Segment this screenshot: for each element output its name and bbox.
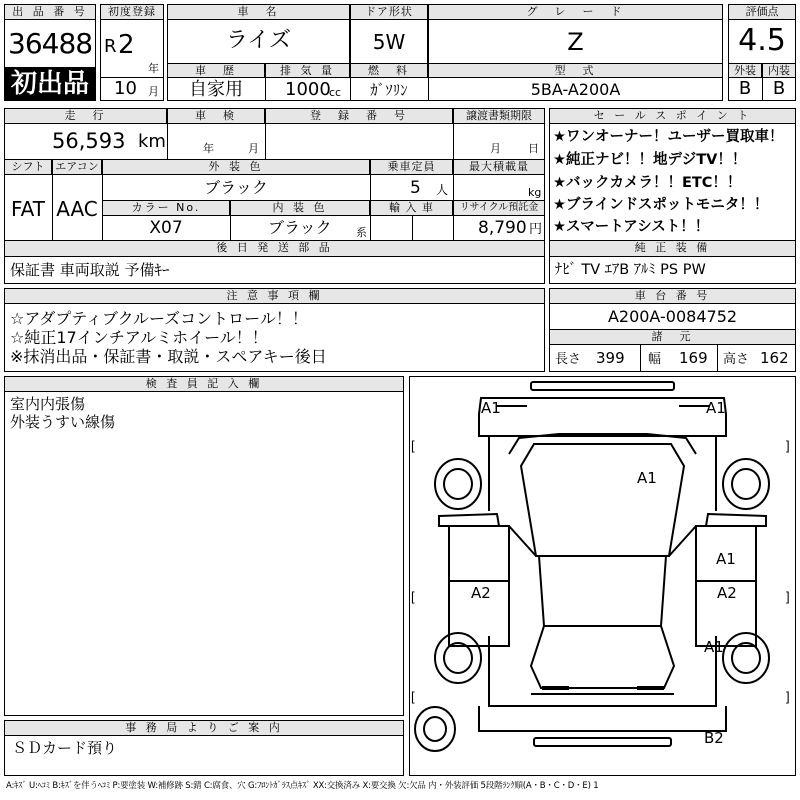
ac-label: エアコン [52,159,102,175]
inspector-line: 室内内張傷 [10,395,86,413]
svg-text:[: [ [411,689,415,704]
model-value: 5BA-A200A [530,80,621,99]
sales-points-label: セ ー ル ス ポ イ ン ト [549,108,796,124]
dimensions-label: 諸 元 [549,329,796,345]
equipment-value: ﾅﾋﾞ TV ｴｱB ｱﾙﾐ PS PW [555,262,706,278]
damage-mark: A1 [481,399,501,417]
registration-month: 10 [114,78,137,99]
car-name-label: 車 名 [167,4,350,20]
divider [230,200,231,241]
history-label: 車 歴 [167,63,265,78]
model-label: 型 式 [428,63,723,78]
lot-number: 36488 [8,27,93,60]
score-value: 4.5 [738,23,786,58]
shift-label: シフト [4,159,52,175]
sales-point-item: ★純正ナビ！！地デジTV！！ [553,152,747,168]
sales-point-item: ★バックカメラ！！ETC！！ [553,175,742,191]
lot-number-label: 出 品 番 号 [4,4,96,20]
sales-point-item: ★ブラインドスポットモニタ！！ [553,197,769,213]
car-name: ライズ [225,28,292,53]
length-value: 399 [596,349,625,367]
registration-number-label: 登 録 番 号 [265,108,453,124]
displacement-unit: cc [329,86,342,99]
interior-grade-label: 内装 [762,63,796,78]
later-parts-label: 後 日 発 送 部 品 [4,240,545,257]
recycle-value: 8,790 [478,218,527,238]
office-value: ＳＤカード預り [12,739,118,757]
damage-mark: A2 [471,584,491,602]
first-registration-label: 初度登録 [100,4,164,20]
divider [167,108,168,160]
height-label: 高さ [723,352,750,367]
svg-text:[: [ [411,438,415,453]
registration-era: R [104,36,117,57]
divider [265,108,266,160]
registration-year-unit: 年 [148,62,159,75]
divider [640,345,641,372]
door-label: ドア形状 [350,4,428,20]
notes-line: ※抹消出品・保証書・取説・スペアキー後日 [10,347,327,366]
color-number-label: カラー No. [102,200,230,216]
legend-text: A:ｷｽﾞ U:ﾍｺﾐ B:ｷｽﾞを伴うﾍｺﾐ P:要塗装 W:補修跡 S:錆 C:腐食、穴 G:ﾌﾛﾝﾄｶﾞﾗｽ点ｷｽﾞ XX:交換済み X:要交換 欠:欠品 内・外装評価 5段階ﾗﾝｸ順(A・B・C・D・E) 1 [6,781,599,791]
later-parts-value: 保証書 車両取説 予備ｷｰ [10,261,170,279]
recycle-unit: 円 [529,222,543,237]
color-number: X07 [149,218,183,238]
transfer-day-unit: 日 [528,142,539,155]
chassis-label: 車 台 番 号 [549,288,796,304]
divider [717,345,718,372]
capacity-unit: 人 [436,183,449,197]
recycle-label: リサイクル預託金 [453,200,545,216]
notes-label: 注 意 事 項 欄 [4,288,545,304]
height-value: 162 [760,349,789,367]
svg-text:]: ] [786,689,790,704]
notes-line: ☆純正17インチアルミホイール！！ [10,328,268,347]
registration-month-unit: 月 [148,85,159,98]
exterior-color-value: ブラック [204,178,268,197]
max-load-label: 最大積載量 [453,159,545,175]
inspector-line: 外装うすい線傷 [10,413,116,431]
transfer-month-unit: 月 [490,142,501,155]
history-value: 自家用 [189,79,243,100]
damage-mark: A2 [717,584,737,602]
max-load-unit: kg [528,186,542,199]
inspection-label: 車 検 [167,108,265,124]
divider [428,63,429,101]
interior-color-suffix: 系 [356,226,367,239]
import-label: 輸 入 車 [370,200,453,216]
displacement-label: 排 気 量 [265,63,350,78]
interior-grade: B [772,78,786,99]
svg-text:]: ] [786,589,790,604]
exterior-grade: B [738,78,752,99]
score-label: 評価点 [728,4,796,20]
divider [453,108,454,160]
mileage-unit: km [138,131,166,152]
inspection-month-unit: 月 [248,142,259,155]
width-value: 169 [679,349,708,367]
shift-value: FAT [10,197,45,221]
divider [265,63,266,101]
notes-line: ☆アダプティブクルーズコントロール！！ [10,309,308,328]
ac-value: AAC [56,197,98,221]
width-label: 幅 [648,352,662,367]
interior-color-value: ブラック [268,218,332,237]
sales-point-item: ★ワンオーナー！ユーザー買取車！ [553,129,784,145]
exterior-grade-label: 外装 [728,63,762,78]
equipment-label: 純 正 装 備 [549,240,796,257]
inspection-year-unit: 年 [203,142,214,155]
damage-mark: A1 [706,399,726,417]
divider [52,159,53,241]
damage-mark: B2 [704,729,724,747]
svg-text:]: ] [786,438,790,453]
capacity-label: 乗車定員 [370,159,453,175]
interior-color-label: 内 装 色 [230,200,370,216]
capacity-value: 5 [410,178,421,198]
inspector-label: 検 査 員 記 入 欄 [4,376,404,392]
divider [350,63,351,101]
grade-label: グ レ ー ド [428,4,723,20]
transfer-deadline-label: 譲渡書類期限 [453,108,545,124]
chassis-number: A200A-0084752 [607,307,738,326]
grade-value: Z [567,28,584,56]
mileage-label: 走 行 [4,108,167,124]
divider [762,63,763,101]
damage-mark: A1 [637,469,657,487]
office-label: 事 務 局 よ り ご 案 内 [4,720,404,736]
car-diagram [409,376,796,776]
registration-year: 2 [118,30,135,60]
length-label: 長さ [555,352,582,367]
fuel-value: ｶﾞｿﾘﾝ [370,81,408,99]
mileage-value: 56,593 [52,129,126,153]
sales-point-item: ★スマートアシスト！！ [553,219,710,235]
damage-mark: A1 [716,550,736,568]
displacement-value: 1000 [285,79,331,100]
svg-text:[: [ [411,589,415,604]
first-listing-badge: 初出品 [4,67,96,101]
exterior-color-label: 外 装 色 [102,159,370,175]
fuel-label: 燃 料 [350,63,428,78]
door-value: 5W [372,30,406,54]
divider [412,216,413,241]
damage-mark: A1 [704,638,724,656]
